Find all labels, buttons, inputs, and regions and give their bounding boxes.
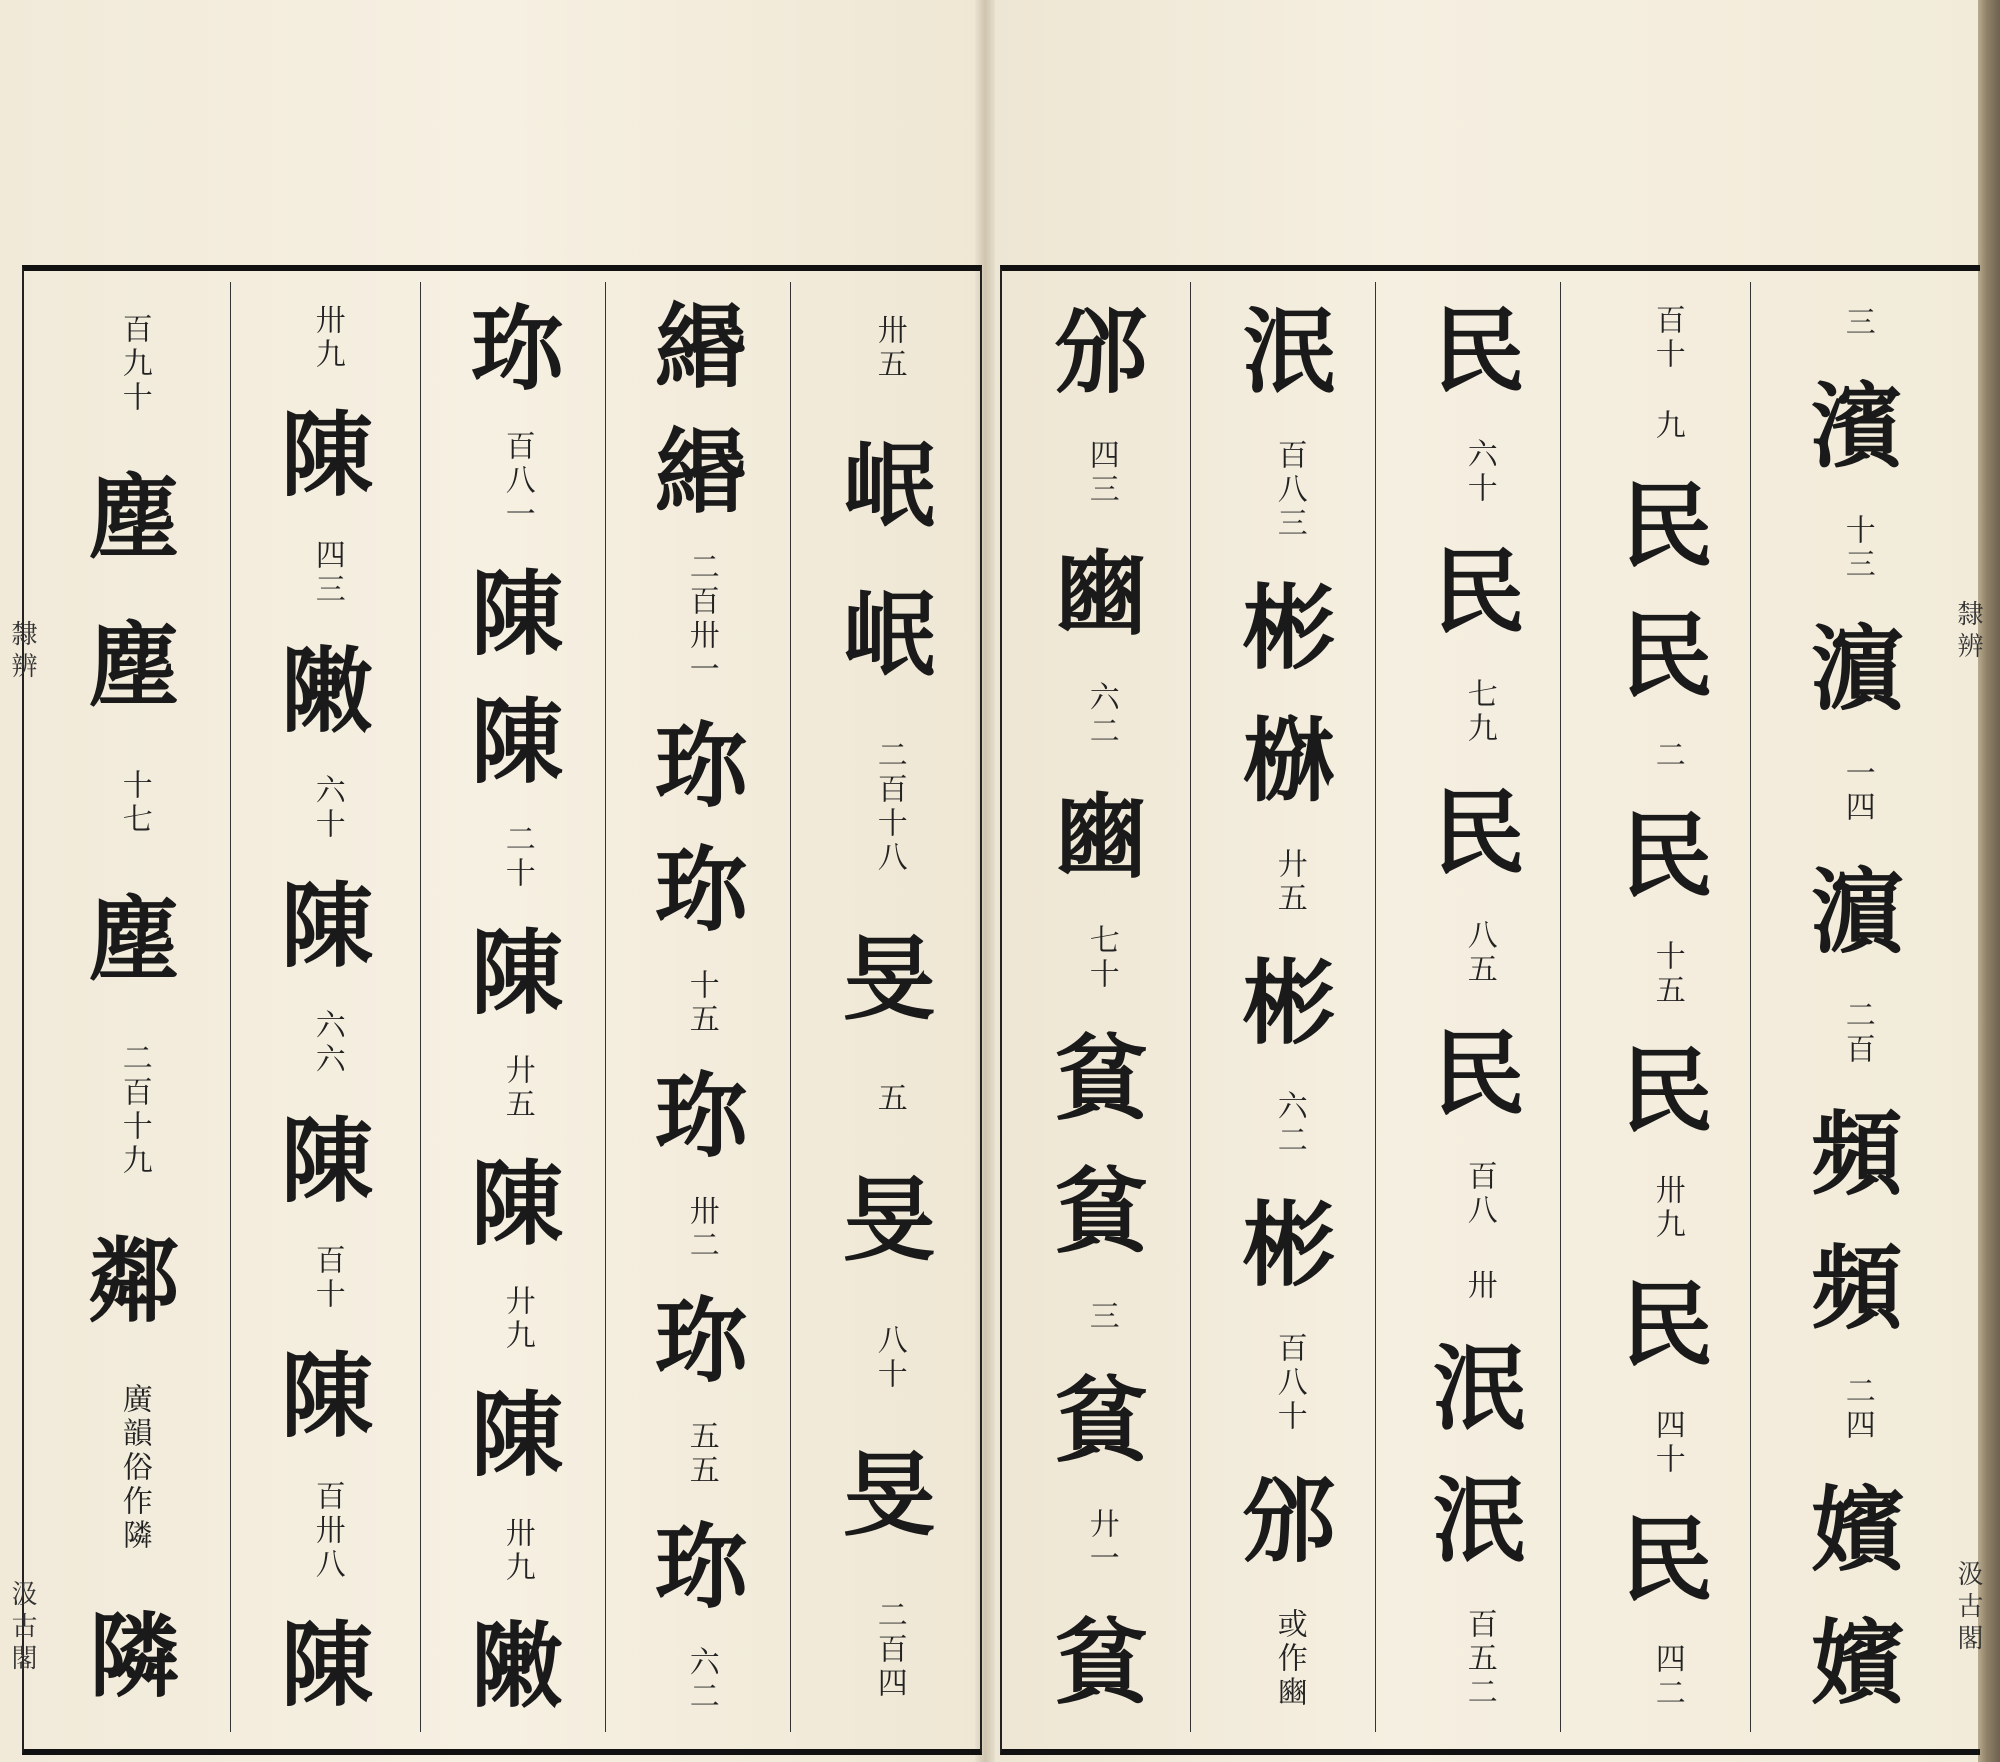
entry-note (1578, 720, 1756, 791)
annotation-note: 五五 (683, 1420, 719, 1489)
annotation-note: 六十 (1461, 437, 1497, 506)
headword-char: 頻 (1810, 1100, 1903, 1209)
entry-note (1200, 1311, 1378, 1454)
entry-note (45, 1014, 223, 1207)
headword-char: 貧 (1054, 1609, 1147, 1718)
entry-note (428, 805, 606, 909)
entry-note (238, 520, 416, 626)
entry-character (1768, 360, 1946, 493)
left-column-5 (45, 285, 223, 1730)
headword-char: 旻 (842, 1166, 935, 1275)
entry-character (1768, 1088, 1946, 1221)
entry-character (1390, 1323, 1568, 1455)
entry-character (800, 1145, 978, 1295)
left-column-3 (428, 285, 606, 1730)
headword-char: 泯 (1432, 1467, 1525, 1576)
entry-note (428, 1268, 606, 1372)
entry-character (1578, 1261, 1756, 1390)
annotation-note: 十七 (116, 768, 152, 837)
entry-character (1200, 936, 1378, 1069)
annotation-note: 或作豳 (1271, 1607, 1307, 1710)
headword-char: 珎 (654, 1061, 747, 1170)
entry-character (238, 391, 416, 521)
entry-character (1012, 1597, 1190, 1730)
entry-character (1768, 1221, 1946, 1354)
headword-char: 塵 (87, 463, 180, 572)
entry-character (800, 560, 978, 710)
entry-note (1768, 494, 1946, 603)
entry-note (1578, 390, 1756, 461)
entry-character (1012, 1354, 1190, 1487)
entry-note (800, 285, 978, 411)
entry-character (1012, 1013, 1190, 1146)
entry-character (1390, 526, 1568, 658)
headword-char: 陳 (470, 687, 563, 796)
headword-char: 珎 (654, 711, 747, 820)
entry-character (1578, 1026, 1756, 1155)
headword-char: 隣 (87, 1601, 180, 1710)
entry-character (1012, 770, 1190, 903)
annotation-note: 六六 (309, 1009, 345, 1078)
annotation-note: 廾五 (1271, 847, 1307, 916)
annotation-note: 百五二 (1461, 1607, 1497, 1710)
entry-note (1390, 1588, 1568, 1730)
annotation-note: 八十 (871, 1323, 907, 1392)
entry-note (238, 1226, 416, 1332)
headword-char: 陳 (470, 559, 563, 668)
entry-note (1768, 285, 1946, 360)
headword-char: 民 (1620, 601, 1713, 710)
column-rule (1190, 282, 1191, 1732)
entry-note (800, 1054, 978, 1146)
entry-character (1200, 285, 1378, 418)
headword-char: 珎 (654, 1512, 747, 1621)
entry-note (1390, 658, 1568, 766)
annotation-note: 百八三 (1271, 438, 1307, 541)
annotation-note: 二百十九 (116, 1042, 152, 1179)
headword-char: 民 (1432, 778, 1525, 887)
headword-char: 陳 (280, 1341, 373, 1450)
entry-note (45, 741, 223, 866)
headword-char: 塵 (87, 612, 180, 721)
headword-char: 旻 (842, 1441, 935, 1550)
annotation-note: 二 (1649, 738, 1685, 773)
entry-note (1578, 1156, 1756, 1261)
entry-note (238, 285, 416, 391)
annotation-note: 百九十 (116, 313, 152, 416)
entry-character (428, 550, 606, 678)
entry-note (1390, 417, 1568, 525)
annotation-note: 二百 (1839, 999, 1875, 1068)
entry-note (1200, 418, 1378, 561)
headword-char: 豳 (1054, 782, 1147, 891)
headword-char: 豳 (1054, 540, 1147, 649)
left-margin-title: 隸辨 (7, 620, 37, 684)
entry-note (238, 990, 416, 1096)
entry-character (612, 1054, 790, 1179)
right-margin-publisher: 汲古閣 (1953, 1560, 1983, 1656)
left-column-1 (800, 285, 978, 1730)
annotation-note: 五 (871, 1082, 907, 1117)
entry-character (1012, 528, 1190, 661)
annotation-note: 二百十八 (871, 738, 907, 875)
annotation-note: 二百卅一 (683, 550, 719, 687)
right-margin-title: 隸辨 (1953, 600, 1983, 664)
annotation-note: 廾一 (1083, 1508, 1119, 1577)
headword-char: 敶 (280, 636, 373, 745)
right-column-3 (1390, 285, 1568, 1730)
headword-char: 鄰 (87, 1226, 180, 1335)
headword-char: 塵 (87, 885, 180, 994)
entry-character (1578, 462, 1756, 591)
headword-char: 陳 (280, 401, 373, 510)
headword-char: 旻 (842, 924, 935, 1033)
entry-character (1768, 1597, 1946, 1730)
annotation-note: 百卅八 (309, 1479, 345, 1582)
headword-char: 珎 (470, 294, 563, 403)
entry-character (428, 678, 606, 806)
entry-character (800, 411, 978, 561)
entry-note (1578, 1625, 1756, 1730)
entry-note (238, 755, 416, 861)
annotation-note: 四三 (1083, 438, 1119, 507)
headword-char: 泯 (1242, 297, 1335, 406)
entry-note (1768, 1354, 1946, 1463)
entry-character (1578, 792, 1756, 921)
entry-note (1578, 921, 1756, 1026)
column-rule (790, 282, 791, 1732)
headword-char: 濵 (1810, 615, 1903, 724)
headword-char: 陳 (470, 1149, 563, 1258)
entry-character (1390, 1008, 1568, 1140)
headword-char: 民 (1620, 1506, 1713, 1615)
annotation-note: 卅九 (309, 303, 345, 372)
entry-character (1578, 1495, 1756, 1624)
entry-character (428, 1140, 606, 1268)
entry-note (428, 413, 606, 551)
annotation-note: 三 (1083, 1299, 1119, 1334)
headword-char: 陳 (470, 918, 563, 1027)
entry-character (238, 626, 416, 756)
entry-note (45, 1355, 223, 1582)
annotation-note: 七十 (1083, 923, 1119, 992)
right-column-1 (1768, 285, 1946, 1730)
entry-character (238, 1096, 416, 1226)
annotation-note: 百十 (1649, 303, 1685, 372)
headword-char: 民 (1620, 1036, 1713, 1145)
left-column-4 (238, 285, 416, 1730)
entry-note (800, 710, 978, 904)
entry-note (1768, 736, 1946, 845)
entry-note (612, 535, 790, 704)
annotation-note: 六二 (1271, 1089, 1307, 1158)
entry-note (1768, 979, 1946, 1088)
entry-character (1012, 285, 1190, 418)
headword-char: 岷 (842, 431, 935, 540)
entry-character (612, 828, 790, 953)
entry-note (428, 1499, 606, 1603)
entry-note (800, 1570, 978, 1730)
headword-char: 椕 (1242, 706, 1335, 815)
entry-note (1012, 903, 1190, 1012)
annotation-note: 七九 (1461, 678, 1497, 747)
headword-char: 陳 (280, 1611, 373, 1720)
entry-note (238, 1461, 416, 1601)
left-column-2 (612, 285, 790, 1730)
entry-character (612, 285, 790, 410)
annotation-note: 十五 (1649, 939, 1685, 1008)
annotation-note: 百八一 (499, 430, 535, 533)
annotation-note: 四十 (1649, 1408, 1685, 1477)
entry-character (800, 1421, 978, 1571)
annotation-note: 廾五 (499, 1054, 535, 1123)
headword-char: 敶 (470, 1612, 563, 1721)
headword-char: 民 (1620, 1271, 1713, 1380)
headword-char: 民 (1620, 472, 1713, 581)
entry-note (45, 285, 223, 444)
annotation-note: 九 (1649, 408, 1685, 443)
headword-char: 濵 (1810, 857, 1903, 966)
annotation-note: 卅九 (1649, 1174, 1685, 1243)
annotation-note: 四二 (1649, 1643, 1685, 1712)
headword-char: 民 (1620, 802, 1713, 911)
left-margin-publisher: 汲古閣 (7, 1580, 37, 1676)
headword-char: 民 (1432, 538, 1525, 647)
headword-char: 貧 (1054, 1366, 1147, 1475)
entry-character (238, 1331, 416, 1461)
annotation-note: 卅五 (871, 313, 907, 382)
annotation-note: 卅九 (499, 1516, 535, 1585)
headword-char: 珎 (654, 1287, 747, 1396)
headword-char: 陳 (280, 871, 373, 980)
entry-character (612, 703, 790, 828)
annotation-note: 十三 (1839, 514, 1875, 583)
headword-char: 民 (1432, 297, 1525, 406)
entry-character (1768, 1464, 1946, 1597)
entry-character (612, 1279, 790, 1404)
annotation-note: 二十 (499, 823, 535, 892)
annotation-note: 二四 (1839, 1374, 1875, 1443)
entry-note (1012, 418, 1190, 527)
entry-note (1390, 899, 1568, 1007)
entry-note (1200, 827, 1378, 936)
column-rule (230, 282, 231, 1732)
entry-note (612, 1404, 790, 1505)
entry-note (1200, 1587, 1378, 1730)
entry-note (800, 1295, 978, 1421)
entry-character (1200, 694, 1378, 827)
entry-note (1012, 661, 1190, 770)
right-column-2 (1578, 285, 1756, 1730)
entry-character (1768, 845, 1946, 978)
headword-char: 陳 (470, 1380, 563, 1489)
entry-character (45, 444, 223, 593)
entry-character (238, 1600, 416, 1730)
entry-character (1012, 1146, 1190, 1279)
headword-char: 邠 (1242, 1466, 1335, 1575)
headword-char: 珎 (654, 836, 747, 945)
headword-char: 緡 (654, 293, 747, 402)
entry-character (1768, 603, 1946, 736)
headword-char: 濱 (1810, 372, 1903, 481)
entry-character (238, 861, 416, 991)
entry-character (1390, 1455, 1568, 1587)
right-column-4 (1200, 285, 1378, 1730)
entry-character (428, 909, 606, 1037)
entry-character (45, 1582, 223, 1731)
annotation-note: 百十 (309, 1244, 345, 1313)
page-edge (1978, 0, 2000, 1762)
entry-character (45, 1206, 223, 1355)
entry-character (1390, 767, 1568, 899)
headword-char: 嬪 (1810, 1476, 1903, 1585)
headword-char: 彬 (1242, 948, 1335, 1057)
entry-note (1390, 1140, 1568, 1248)
headword-char: 岷 (842, 581, 935, 690)
headword-char: 泯 (1432, 1335, 1525, 1443)
annotation-note: 廣韻俗作隣 (116, 1383, 152, 1554)
entry-note (1012, 1279, 1190, 1354)
entry-character (800, 904, 978, 1054)
entry-note (1012, 1488, 1190, 1597)
annotation-note: 四三 (309, 538, 345, 607)
entry-note (1578, 1390, 1756, 1495)
annotation-note: 百八十 (1271, 1331, 1307, 1434)
entry-character (428, 1371, 606, 1499)
entry-character (1200, 1178, 1378, 1311)
annotation-note: 八五 (1461, 919, 1497, 988)
headword-char: 邠 (1054, 297, 1147, 406)
annotation-note: 百八 (1461, 1160, 1497, 1229)
headword-char: 貧 (1054, 1158, 1147, 1267)
annotation-note: 三 (1839, 305, 1875, 340)
headword-char: 貧 (1054, 1025, 1147, 1134)
headword-char: 彬 (1242, 573, 1335, 682)
annotation-note: 六二 (683, 1645, 719, 1714)
entry-note (428, 1036, 606, 1140)
entry-note (1390, 1248, 1568, 1322)
entry-character (428, 285, 606, 413)
annotation-note: 卅二 (683, 1194, 719, 1263)
annotation-note: 二百四 (871, 1599, 907, 1702)
annotation-note: 卅 (1461, 1268, 1497, 1303)
headword-char: 頻 (1810, 1233, 1903, 1342)
entry-character (1200, 1454, 1378, 1587)
entry-note (612, 953, 790, 1054)
entry-character (1390, 285, 1568, 417)
annotation-note: 六二 (1083, 681, 1119, 750)
entry-note (612, 1178, 790, 1279)
entry-character (612, 1505, 790, 1630)
entry-character (1200, 561, 1378, 694)
entry-character (428, 1602, 606, 1730)
headword-char: 嬪 (1810, 1609, 1903, 1718)
annotation-note: 六十 (309, 774, 345, 843)
entry-note (1578, 285, 1756, 390)
entry-character (45, 865, 223, 1014)
annotation-note: 廾九 (499, 1285, 535, 1354)
column-rule (420, 282, 421, 1732)
headword-char: 緡 (654, 418, 747, 527)
headword-char: 民 (1432, 1019, 1525, 1128)
entry-note (612, 1629, 790, 1730)
headword-char: 彬 (1242, 1190, 1335, 1299)
annotation-note: 十五 (683, 969, 719, 1038)
entry-character (1578, 591, 1756, 720)
annotation-note: 一四 (1839, 756, 1875, 825)
entry-character (45, 592, 223, 741)
headword-char: 陳 (280, 1106, 373, 1215)
entry-note (1200, 1069, 1378, 1178)
entry-character (612, 410, 790, 535)
right-column-5 (1012, 285, 1190, 1730)
